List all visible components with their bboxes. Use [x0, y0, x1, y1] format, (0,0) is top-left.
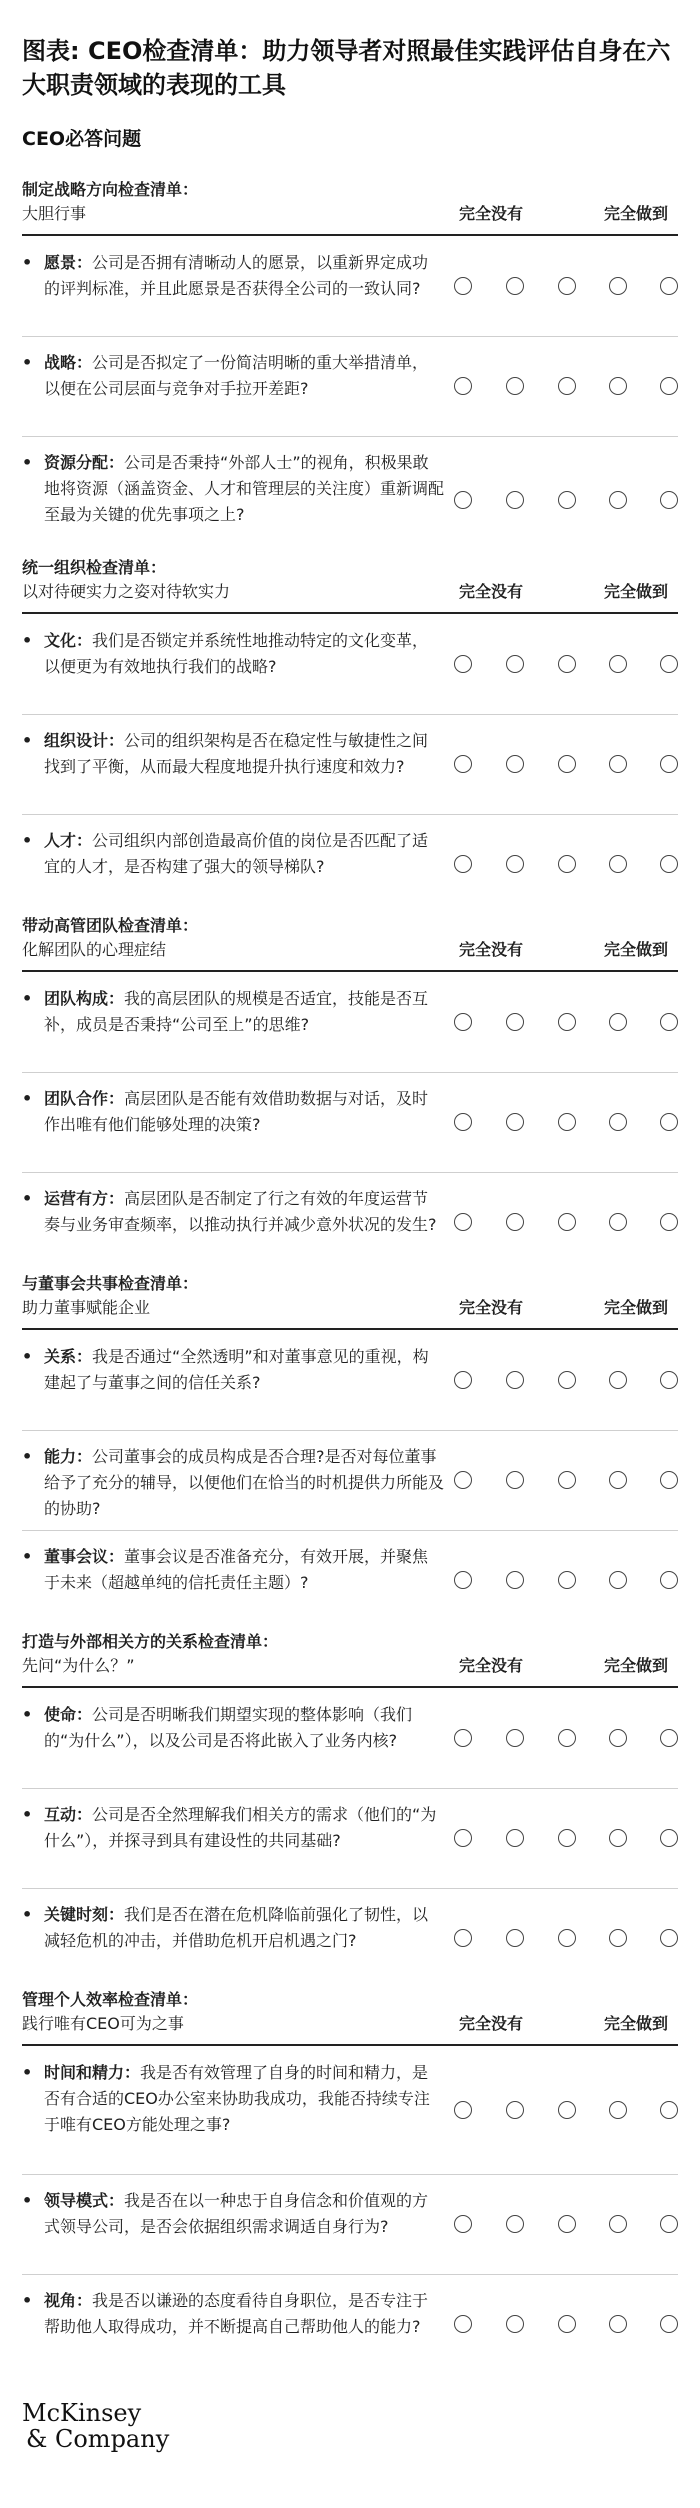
rating-radio-3[interactable]: [558, 1929, 576, 1947]
item-question: 高层团队是否能有效借助数据与对话，及时作出唯有他们能够处理的决策?: [44, 1089, 429, 1134]
checklist-item: [22, 1430, 678, 1531]
checklist-item: [22, 1072, 678, 1173]
rating-radio-1[interactable]: [454, 755, 472, 773]
rating-radio-2[interactable]: [506, 2101, 524, 2119]
bullet-icon: •: [22, 1347, 33, 1366]
rating-scale: [454, 2315, 678, 2335]
rating-scale: [454, 1829, 678, 1849]
section-title: 管理个人效率检查清单：: [22, 1990, 199, 2009]
item-text: [44, 728, 444, 780]
rating-radio-3[interactable]: [558, 1829, 576, 1847]
checklist-item: [22, 614, 678, 715]
section-title: 与董事会共事检查清单：: [22, 1274, 199, 1293]
item-colon: ：: [76, 1805, 93, 1824]
item-text: [44, 250, 444, 302]
bullet-icon: •: [22, 1189, 33, 1208]
checklist-item: [22, 2274, 678, 2374]
rating-radio-1[interactable]: [454, 1371, 472, 1389]
bullet-icon: •: [22, 1547, 33, 1566]
rating-radio-4[interactable]: [609, 655, 627, 673]
item-term: 资源分配: [44, 453, 109, 472]
checklist-item: [22, 714, 678, 815]
section-header: [22, 914, 678, 968]
rating-radio-2[interactable]: [506, 1013, 524, 1031]
rating-radio-2[interactable]: [506, 2315, 524, 2333]
rating-radio-1[interactable]: [454, 1829, 472, 1847]
item-colon: ：: [76, 1447, 93, 1466]
item-text: [44, 1902, 444, 1954]
rating-radio-4[interactable]: [609, 2315, 627, 2333]
rating-radio-3[interactable]: [558, 1013, 576, 1031]
rating-radio-5[interactable]: [660, 755, 678, 773]
checklist-item: [22, 236, 678, 337]
rating-radio-3[interactable]: [558, 277, 576, 295]
rating-scale: [454, 1471, 678, 1491]
rating-radio-3[interactable]: [558, 1371, 576, 1389]
bullet-icon: •: [22, 631, 33, 650]
rating-scale: [454, 377, 678, 397]
rating-radio-1[interactable]: [454, 1571, 472, 1589]
rating-radio-5[interactable]: [660, 1929, 678, 1947]
rating-radio-3[interactable]: [558, 2315, 576, 2333]
item-text: [44, 828, 444, 880]
checklist-section: [22, 556, 678, 876]
item-question: 公司组织内部创造最高价值的岗位是否匹配了适宜的人才，是否构建了强大的领导梯队?: [44, 831, 429, 876]
scale-label-full: 完全做到: [604, 940, 669, 959]
bullet-icon: •: [22, 831, 33, 850]
scale-label-full: 完全做到: [604, 2014, 669, 2033]
rating-radio-1[interactable]: [454, 1471, 472, 1489]
rating-radio-1[interactable]: [454, 2101, 472, 2119]
rating-radio-4[interactable]: [609, 1571, 627, 1589]
bullet-icon: •: [22, 1447, 33, 1466]
rating-radio-5[interactable]: [660, 1013, 678, 1031]
item-colon: ：: [76, 831, 93, 850]
item-term: 董事会议: [44, 1547, 109, 1566]
scale-label-full: 完全做到: [604, 204, 669, 223]
bullet-icon: •: [22, 2291, 33, 2310]
rating-scale: [454, 2101, 678, 2121]
rating-radio-5[interactable]: [660, 491, 678, 509]
rating-radio-5[interactable]: [660, 277, 678, 295]
rating-radio-2[interactable]: [506, 755, 524, 773]
item-text: [44, 1186, 444, 1238]
rating-radio-4[interactable]: [609, 1113, 627, 1131]
scale-label-none: 完全没有: [459, 204, 524, 223]
item-question: 公司是否明晰我们期望实现的整体影响（我们的“为什么”），以及公司是否将此嵌入了业务内核?: [44, 1705, 413, 1750]
item-term: 战略: [44, 353, 77, 372]
item-colon: ：: [108, 989, 125, 1008]
section-header: [22, 178, 678, 232]
item-term: 团队合作: [44, 1089, 109, 1108]
rating-radio-2[interactable]: [506, 1571, 524, 1589]
rating-radio-3[interactable]: [558, 755, 576, 773]
rating-radio-1[interactable]: [454, 491, 472, 509]
rating-scale: [454, 1013, 678, 1033]
bullet-icon: •: [22, 1805, 33, 1824]
bullet-icon: •: [22, 1705, 33, 1724]
rating-radio-4[interactable]: [609, 855, 627, 873]
rating-radio-2[interactable]: [506, 1371, 524, 1389]
bullet-icon: •: [22, 353, 33, 372]
rating-radio-3[interactable]: [558, 1729, 576, 1747]
item-colon: ：: [76, 353, 93, 372]
item-term: 愿景: [44, 253, 77, 272]
item-text: [44, 2288, 444, 2340]
section-header: [22, 1272, 678, 1326]
rating-radio-1[interactable]: [454, 2215, 472, 2233]
item-question: 高层团队是否制定了行之有效的年度运营节奏与业务审查频率，以推动执行并减少意外状况的发生?: [44, 1189, 437, 1234]
rating-radio-5[interactable]: [660, 655, 678, 673]
rating-radio-5[interactable]: [660, 1471, 678, 1489]
item-text: [44, 628, 444, 680]
section-title: 带动高管团队检查清单：: [22, 916, 199, 935]
section-subtitle: 先问“为什么？”: [22, 1656, 135, 1675]
rating-radio-5[interactable]: [660, 2315, 678, 2333]
item-question: 董事会议是否准备充分，有效开展，并聚焦于未来（超越单纯的信托责任主题）?: [44, 1547, 429, 1592]
item-colon: ：: [76, 631, 93, 650]
item-term: 时间和精力: [44, 2063, 125, 2082]
item-colon: ：: [108, 1905, 125, 1924]
section-header: [22, 556, 678, 610]
mckinsey-logo: [22, 2400, 169, 2452]
rating-radio-2[interactable]: [506, 377, 524, 395]
rating-radio-1[interactable]: [454, 1013, 472, 1031]
checklist-item: [22, 1888, 678, 1988]
checklist-section: [22, 1630, 678, 1950]
rating-radio-3[interactable]: [558, 1213, 576, 1231]
section-subtitle: 助力董事赋能企业: [22, 1298, 151, 1317]
checklist-item: [22, 1688, 678, 1789]
item-colon: ：: [76, 2291, 93, 2310]
rating-radio-1[interactable]: [454, 1213, 472, 1231]
rating-radio-1[interactable]: [454, 1729, 472, 1747]
rating-scale: [454, 655, 678, 675]
item-text: [44, 450, 444, 528]
bullet-icon: •: [22, 2063, 33, 2082]
rating-radio-2[interactable]: [506, 1929, 524, 1947]
rating-scale: [454, 491, 678, 511]
checklist-item: [22, 814, 678, 914]
scale-label-none: 完全没有: [459, 940, 524, 959]
rating-radio-5[interactable]: [660, 2101, 678, 2119]
scale-label-none: 完全没有: [459, 1298, 524, 1317]
item-question: 公司是否拥有清晰动人的愿景，以重新界定成功的评判标准，并且此愿景是否获得全公司的一致认同?: [44, 253, 429, 298]
item-term: 人才: [44, 831, 77, 850]
item-colon: ：: [76, 253, 93, 272]
rating-radio-1[interactable]: [454, 2315, 472, 2333]
checklist-item: [22, 436, 678, 564]
section-header: [22, 1630, 678, 1684]
section-subtitle: 践行唯有CEO可为之事: [22, 2014, 184, 2033]
item-text: [44, 1344, 444, 1396]
rating-radio-5[interactable]: [660, 2215, 678, 2233]
rating-radio-4[interactable]: [609, 2215, 627, 2233]
rating-radio-3[interactable]: [558, 655, 576, 673]
rating-radio-2[interactable]: [506, 1729, 524, 1747]
rating-radio-4[interactable]: [609, 1829, 627, 1847]
item-term: 使命: [44, 1705, 77, 1724]
rating-radio-4[interactable]: [609, 1929, 627, 1947]
bullet-icon: •: [22, 1905, 33, 1924]
scale-label-full: 完全做到: [604, 1656, 669, 1675]
item-colon: ：: [108, 1089, 125, 1108]
scale-label-none: 完全没有: [459, 2014, 524, 2033]
rating-radio-2[interactable]: [506, 491, 524, 509]
rating-scale: [454, 1213, 678, 1233]
item-colon: ：: [108, 453, 125, 472]
item-text: [44, 1544, 444, 1596]
item-question: 我们是否在潜在危机降临前强化了韧性，以减轻危机的冲击，并借助危机开启机遇之门?: [44, 1905, 429, 1950]
rating-radio-5[interactable]: [660, 1371, 678, 1389]
rating-radio-3[interactable]: [558, 2101, 576, 2119]
item-text: [44, 986, 444, 1038]
rating-scale: [454, 1571, 678, 1591]
section-subtitle: 以对待硬实力之姿对待软实力: [22, 582, 231, 601]
rating-radio-3[interactable]: [558, 1571, 576, 1589]
item-term: 领导模式: [44, 2191, 109, 2210]
item-question: 我是否有效管理了自身的时间和精力，是否有合适的CEO办公室来协助我成功，我能否持续专注于唯有CEO方能处理之事?: [44, 2063, 430, 2134]
section-subtitle: 大胆行事: [22, 204, 87, 223]
rating-radio-5[interactable]: [660, 1213, 678, 1231]
rating-radio-5[interactable]: [660, 377, 678, 395]
rating-radio-3[interactable]: [558, 1113, 576, 1131]
item-colon: ：: [124, 2063, 141, 2082]
bullet-icon: •: [22, 731, 33, 750]
item-question: 我是否以谦逊的态度看待自身职位，是否专注于帮助他人取得成功，并不断提高自己帮助他人的能力?: [44, 2291, 429, 2336]
item-text: [44, 1444, 444, 1522]
section-title: 统一组织检查清单：: [22, 558, 167, 577]
rating-radio-3[interactable]: [558, 2215, 576, 2233]
section-subtitle: 化解团队的心理症结: [22, 940, 167, 959]
item-colon: ：: [108, 1547, 125, 1566]
item-text: [44, 2060, 444, 2138]
rating-scale: [454, 1929, 678, 1949]
rating-radio-4[interactable]: [609, 2101, 627, 2119]
item-term: 运营有方: [44, 1189, 109, 1208]
item-colon: ：: [76, 1705, 93, 1724]
rating-radio-4[interactable]: [609, 1213, 627, 1231]
rating-radio-5[interactable]: [660, 1113, 678, 1131]
item-question: 我是否通过“全然透明”和对董事意见的重视，构建起了与董事之间的信任关系?: [44, 1347, 429, 1392]
rating-radio-1[interactable]: [454, 855, 472, 873]
rating-radio-3[interactable]: [558, 1471, 576, 1489]
rating-scale: [454, 277, 678, 297]
item-colon: ：: [108, 2191, 125, 2210]
item-term: 能力: [44, 1447, 77, 1466]
rating-scale: [454, 755, 678, 775]
rating-radio-2[interactable]: [506, 855, 524, 873]
rating-radio-5[interactable]: [660, 855, 678, 873]
item-question: 公司是否全然理解我们相关方的需求（他们的“为什么”），并探寻到具有建设性的共同基础?: [44, 1805, 437, 1850]
item-text: [44, 2188, 444, 2240]
rating-radio-1[interactable]: [454, 277, 472, 295]
item-question: 我们是否锁定并系统性地推动特定的文化变革，以便更为有效地执行我们的战略?: [44, 631, 429, 676]
rating-radio-5[interactable]: [660, 1829, 678, 1847]
section-title: 打造与外部相关方的关系检查清单：: [22, 1632, 279, 1651]
item-text: [44, 1086, 444, 1138]
rating-radio-3[interactable]: [558, 855, 576, 873]
page-title: 图表: CEO检查清单：助力领导者对照最佳实践评估自身在六大职责领域的表现的工具: [22, 37, 671, 99]
rating-radio-4[interactable]: [609, 377, 627, 395]
rating-radio-1[interactable]: [454, 1113, 472, 1131]
rating-radio-2[interactable]: [506, 1829, 524, 1847]
item-question: 公司是否拟定了一份简洁明晰的重大举措清单，以便在公司层面与竞争对手拉开差距?: [44, 353, 429, 398]
rating-radio-4[interactable]: [609, 755, 627, 773]
checklist-item: [22, 1530, 678, 1630]
section-title: 制定战略方向检查清单：: [22, 180, 199, 199]
item-colon: ：: [108, 731, 125, 750]
rating-scale: [454, 2215, 678, 2235]
logo-line-2: & Company: [26, 2425, 170, 2453]
scale-label-full: 完全做到: [604, 582, 669, 601]
item-term: 团队构成: [44, 989, 109, 1008]
checklist-item: [22, 336, 678, 437]
item-question: 我是否在以一种忠于自身信念和价值观的方式领导公司，是否会依据组织需求调适自身行为?: [44, 2191, 429, 2236]
section-header: [22, 1988, 678, 2042]
rating-radio-2[interactable]: [506, 1471, 524, 1489]
item-term: 文化: [44, 631, 77, 650]
rating-radio-2[interactable]: [506, 1213, 524, 1231]
checklist-section: [22, 178, 678, 524]
rating-radio-1[interactable]: [454, 377, 472, 395]
scale-label-none: 完全没有: [459, 582, 524, 601]
rating-scale: [454, 855, 678, 875]
bullet-icon: •: [22, 2191, 33, 2210]
rating-radio-1[interactable]: [454, 1929, 472, 1947]
rating-radio-4[interactable]: [609, 1013, 627, 1031]
item-term: 互动: [44, 1805, 77, 1824]
item-colon: ：: [76, 1347, 93, 1366]
checklist-item: [22, 2174, 678, 2275]
scale-label-full: 完全做到: [604, 1298, 669, 1317]
rating-radio-4[interactable]: [609, 1371, 627, 1389]
rating-radio-3[interactable]: [558, 491, 576, 509]
item-text: [44, 350, 444, 402]
rating-radio-4[interactable]: [609, 1729, 627, 1747]
rating-radio-2[interactable]: [506, 2215, 524, 2233]
rating-scale: [454, 1371, 678, 1391]
bullet-icon: •: [22, 453, 33, 472]
item-question: 公司的组织架构是否在稳定性与敏捷性之间找到了平衡，从而最大程度地提升执行速度和效力?: [44, 731, 429, 776]
item-term: 关键时刻: [44, 1905, 109, 1924]
logo-line-1: McKinsey: [22, 2399, 142, 2427]
rating-radio-1[interactable]: [454, 655, 472, 673]
item-colon: ：: [108, 1189, 125, 1208]
item-term: 关系: [44, 1347, 77, 1366]
rating-radio-5[interactable]: [660, 1729, 678, 1747]
bullet-icon: •: [22, 253, 33, 272]
rating-radio-3[interactable]: [558, 377, 576, 395]
rating-scale: [454, 1729, 678, 1749]
scale-label-none: 完全没有: [459, 1656, 524, 1675]
rating-radio-2[interactable]: [506, 1113, 524, 1131]
rating-radio-4[interactable]: [609, 491, 627, 509]
rating-radio-5[interactable]: [660, 1571, 678, 1589]
item-text: [44, 1802, 444, 1854]
checklist-item: [22, 972, 678, 1073]
item-text: [44, 1702, 444, 1754]
item-question: 公司是否秉持“外部人士”的视角，积极果敢地将资源（涵盖资金、人才和管理层的关注度）重新调配至最为关键的优先事项之上?: [44, 453, 445, 524]
page-subtitle: CEO必答问题: [22, 128, 142, 150]
checklist-item: [22, 1172, 678, 1272]
item-question: 我的高层团队的规模是否适宜，技能是否互补，成员是否秉持“公司至上”的思维?: [44, 989, 429, 1034]
item-term: 组织设计: [44, 731, 109, 750]
checklist-section: [22, 1988, 678, 2336]
checklist-item: [22, 1330, 678, 1431]
bullet-icon: •: [22, 989, 33, 1008]
checklist-item: [22, 1788, 678, 1889]
checklist-section: [22, 1272, 678, 1592]
rating-radio-2[interactable]: [506, 655, 524, 673]
rating-radio-4[interactable]: [609, 1471, 627, 1489]
checklist-item: [22, 2046, 678, 2175]
item-question: 公司董事会的成员构成是否合理?是否对每位董事给予了充分的辅导，以便他们在恰当的时机提供力所能及的协助?: [44, 1447, 445, 1518]
rating-scale: [454, 1113, 678, 1133]
rating-radio-2[interactable]: [506, 277, 524, 295]
checklist-section: [22, 914, 678, 1234]
bullet-icon: •: [22, 1089, 33, 1108]
rating-radio-4[interactable]: [609, 277, 627, 295]
item-term: 视角: [44, 2291, 77, 2310]
